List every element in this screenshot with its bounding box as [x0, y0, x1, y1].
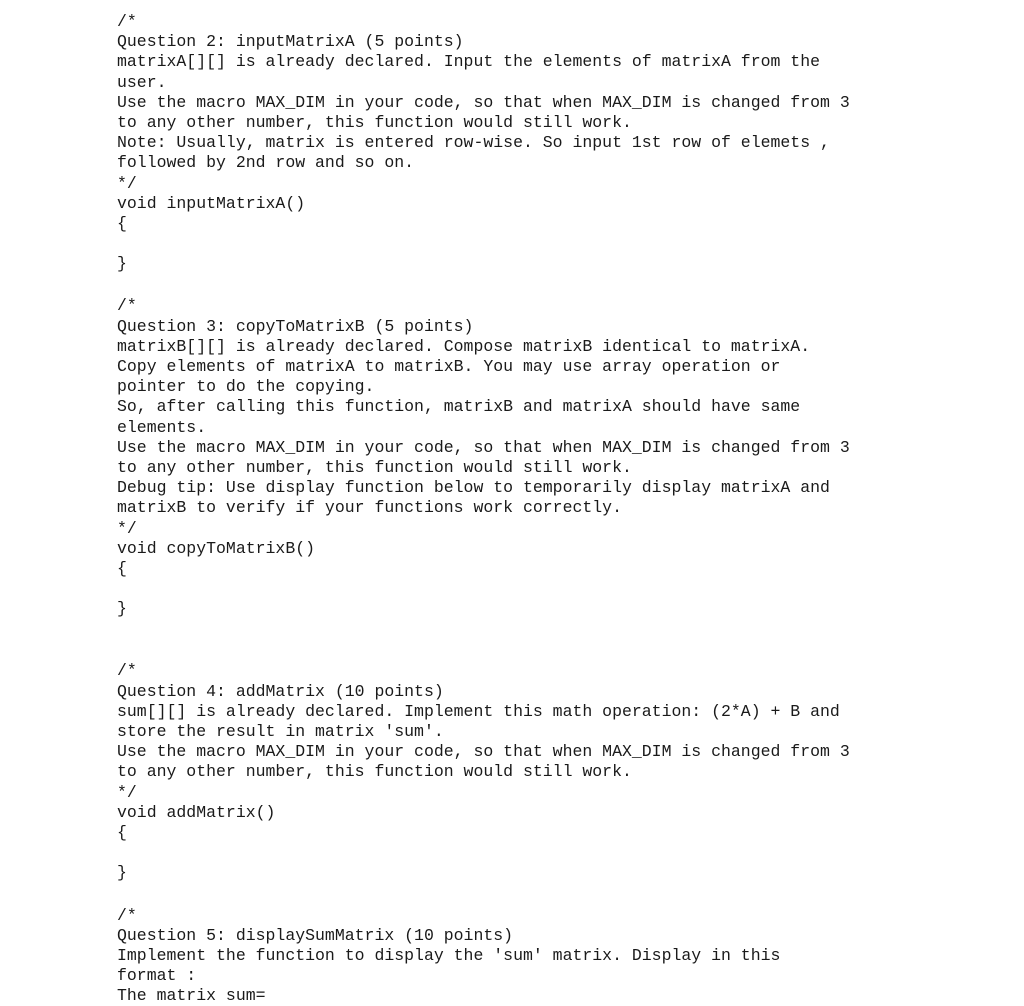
function-signature: void copyToMatrixB() — [117, 539, 997, 559]
comment-line: matrixB[][] is already declared. Compose matrixB identical to matrixA. — [117, 337, 997, 357]
open-brace: { — [117, 214, 997, 234]
code-listing — [117, 12, 997, 1006]
comment-line: matrixB to verify if your functions work correctly. — [117, 498, 997, 518]
blank-gap — [117, 619, 997, 661]
question-2-block — [117, 12, 997, 274]
question-5-block — [117, 906, 997, 1006]
comment-close: */ — [117, 783, 997, 803]
comment-line: Use the macro MAX_DIM in your code, so that when MAX_DIM is changed from 3 — [117, 438, 997, 458]
comment-line: Use the macro MAX_DIM in your code, so that when MAX_DIM is changed from 3 — [117, 742, 997, 762]
comment-open: /* — [117, 906, 997, 926]
comment-line: sum[][] is already declared. Implement this math operation: (2*A) + B and — [117, 702, 997, 722]
function-body — [117, 234, 997, 254]
open-brace: { — [117, 823, 997, 843]
comment-line: Note: Usually, matrix is entered row-wise. So input 1st row of elemets , — [117, 133, 997, 153]
close-brace: } — [117, 863, 997, 883]
function-signature: void addMatrix() — [117, 803, 997, 823]
comment-line: to any other number, this function would still work. — [117, 458, 997, 478]
comment-line: Copy elements of matrixA to matrixB. You may use array operation or — [117, 357, 997, 377]
comment-line: to any other number, this function would still work. — [117, 762, 997, 782]
comment-close: */ — [117, 174, 997, 194]
blank-gap — [117, 274, 997, 296]
comment-close: */ — [117, 519, 997, 539]
question-4-block — [117, 661, 997, 883]
question-title: Question 3: copyToMatrixB (5 points) — [117, 317, 997, 337]
comment-line: followed by 2nd row and so on. — [117, 153, 997, 173]
question-title: Question 5: displaySumMatrix (10 points) — [117, 926, 997, 946]
blank-gap — [117, 884, 997, 906]
comment-open: /* — [117, 296, 997, 316]
comment-open: /* — [117, 12, 997, 32]
comment-line: Implement the function to display the 'sum' matrix. Display in this — [117, 946, 997, 966]
function-signature: void inputMatrixA() — [117, 194, 997, 214]
question-title: Question 2: inputMatrixA (5 points) — [117, 32, 997, 52]
comment-line: pointer to do the copying. — [117, 377, 997, 397]
question-title: Question 4: addMatrix (10 points) — [117, 682, 997, 702]
open-brace: { — [117, 559, 997, 579]
function-body — [117, 843, 997, 863]
comment-line: store the result in matrix 'sum'. — [117, 722, 997, 742]
comment-line: Use the macro MAX_DIM in your code, so that when MAX_DIM is changed from 3 — [117, 93, 997, 113]
close-brace: } — [117, 599, 997, 619]
comment-line: format : — [117, 966, 997, 986]
close-brace: } — [117, 254, 997, 274]
question-3-block — [117, 296, 997, 619]
function-body — [117, 579, 997, 599]
comment-line: Debug tip: Use display function below to temporarily display matrixA and — [117, 478, 997, 498]
comment-line: user. — [117, 73, 997, 93]
comment-line: matrixA[][] is already declared. Input the elements of matrixA from the — [117, 52, 997, 72]
comment-line: The matrix sum= — [117, 986, 997, 1006]
comment-line: elements. — [117, 418, 997, 438]
comment-open: /* — [117, 661, 997, 681]
comment-line: So, after calling this function, matrixB and matrixA should have same — [117, 397, 997, 417]
comment-line: to any other number, this function would still work. — [117, 113, 997, 133]
